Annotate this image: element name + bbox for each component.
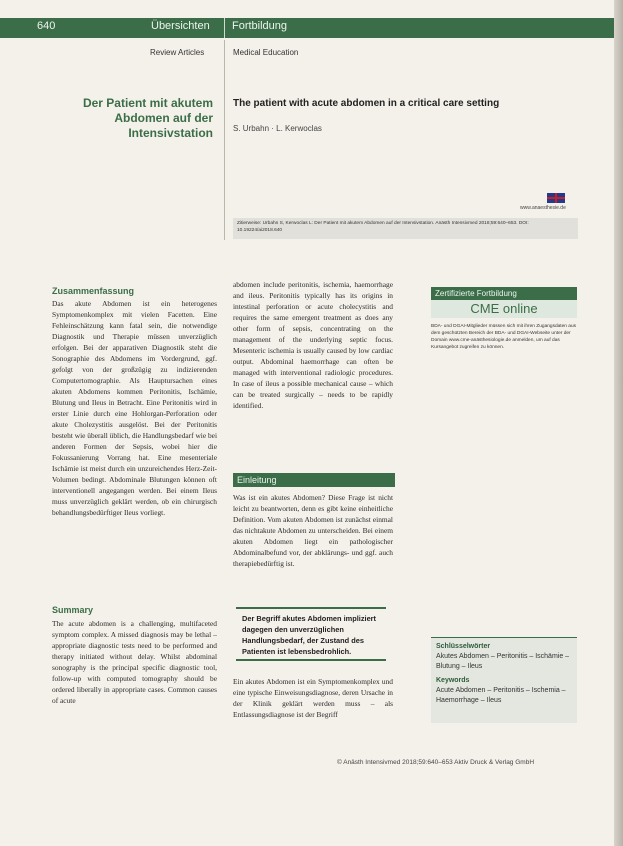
uk-flag-icon [547, 193, 565, 203]
title-english: The patient with acute abdomen in a critical care setting [233, 98, 500, 109]
summary-continued-text: abdomen include peritonitis, ischemia, haemorrhage and ileus. Peritonitis typically has its origins in intestinal perforation or acute cholecystitis and requires the same emergent treatment as does any other form of sepsis, concentrating on the management of the underlying septic focus. Mesenteric ischemia is usually caused by low cardiac output. Abdominal haemorrhage can often be managed with interventional radiologic procedures. In case of ileus a possible mechanical cause – which can be treated surgically – needs to be rapidly identified. [233, 280, 393, 410]
pull-quote: Der Begriff akutes Abdomen impliziert dagegen den unverzüglichen Handlungsbedarf, der Zustand des Patienten ist lebensbedrohlich. [236, 607, 386, 661]
section-left: Übersichten [151, 20, 210, 32]
header-bar [0, 18, 614, 38]
cme-description: BDA- und DGAI-Mitglieder müssen sich mit ihren Zugangsdaten aus dem geschützten Bereich der BDA- und DGAI-Webseite unter der Domain www.cme-anästhesiologie.de anmelden, um auf das Kursangebot zugreifen zu können. [431, 324, 577, 350]
keywords-en-title: Keywords [436, 677, 470, 684]
column-divider [224, 40, 225, 240]
authors: S. Urbahn · L. Kerwoclas [233, 124, 322, 133]
header-divider [224, 18, 225, 38]
page-number: 640 [37, 20, 56, 32]
zusammenfassung-heading: Zusammenfassung [52, 286, 135, 296]
section-right: Fortbildung [232, 20, 288, 32]
footer-copyright: © Anästh Intensivmed 2018;59:640–653 Aktiv Druck & Verlag GmbH [337, 759, 535, 766]
keywords-box [431, 637, 577, 723]
einleitung-heading: Einleitung [233, 473, 395, 487]
einleitung-text-continued: Ein akutes Abdomen ist ein Symptomenkomplex und eine typische Einweisungsdiagnose, deren Ursache in der Klinik geklärt werden muss – als Entlassungsdiagnose ist der Begriff [233, 677, 393, 719]
einleitung-text: Was ist ein akutes Abdomen? Diese Frage ist nicht leicht zu beantworten, denn es gibt keine einheitliche Definition. Vom akuten Abdomen ist zunächst einmal das nichtakute Abdomen zu unterscheiden. Bei einem akuten Abdomen liegt ein pathologischer Abdominalbefund vor, der abklärungs- und ggf. auch therapiebedürftig ist. [233, 493, 393, 568]
keywords-de-text: Akutes Abdomen – Peritonitis – Ischämie – Blutung – Ileus [436, 653, 570, 670]
zusammenfassung-text: Das akute Abdomen ist ein heterogenes Symptomenkomplex mit vielen Facetten. Eine Fehleinschätzung kann fatal sein, die notwendige Diagnostik und Therapie müssen unverzüglich erfolgen. Bei der apparativen Diagnostik steht die Sonographie des Abdomens im Vordergrund, ggf. gefolgt von der großzügig zu indizierenden Computertomographie. Als Hauptursachen eines akuten Abdomens kommen Peritonitis, Ischämie, Blutung und Ileus in Betracht. Eine Peritonitis wird in erster Linie durch eine Hohlorgan-Perforation oder akute Cholezystitis ausgelöst. Bei der Peritonitis besteht wie überall üblich, die Handlungsbedarf wie bei anderen Formen der Sepsis, wobei hier die Fokussanierung Vorrang hat. Eine mesenteriale Ischämie ist meist durch ein unzureichendes Herz-Zeit-Volumen bedingt. Abdominale Blutungen können oft interventionell angegangen werden. Bei einem Ileus muss unverzüglich geklärt werden, ob ein chirurgisch behandlungsbedürftiger Ileus vorliegt. [52, 299, 218, 517]
keywords-en-text: Acute Abdomen – Peritonitis – Ischemia – Haemorrhage – Ileus [436, 687, 566, 704]
keywords-de-title: Schlüsselwörter [436, 643, 491, 650]
cme-online-button[interactable]: CME online [431, 300, 577, 318]
binding-shadow [614, 0, 623, 846]
medical-label: Medical Education [233, 48, 299, 57]
summary-text: The acute abdomen is a challenging, multifaceted symptom complex. A missed diagnosis may be lethal – appropriate diagnostic tests need to be performed and therapy initiated without delay. Whilst abdominal sonography is the principal specific diagnostic tool, follow-up with computed tomography should be ordered liberally in appropriate cases. Common causes of acute [52, 619, 217, 705]
website-url: www.anaesthesie.de [520, 205, 566, 211]
summary-heading: Summary [52, 605, 94, 615]
title-german: Der Patient mit akutem Abdomen auf der Intensivstation [82, 96, 213, 140]
cme-heading: Zertifizierte Fortbildung [431, 287, 577, 300]
citation-box: Zitierweise: Urbahn S, Kerwoclas L: Der Patient mit akutem Abdomen auf der Intensivstation. Anästh Intensivmed 2018;59:640–653. DOI: 10.19224/ai2018.640 [233, 218, 578, 239]
review-label: Review Articles [150, 48, 205, 57]
